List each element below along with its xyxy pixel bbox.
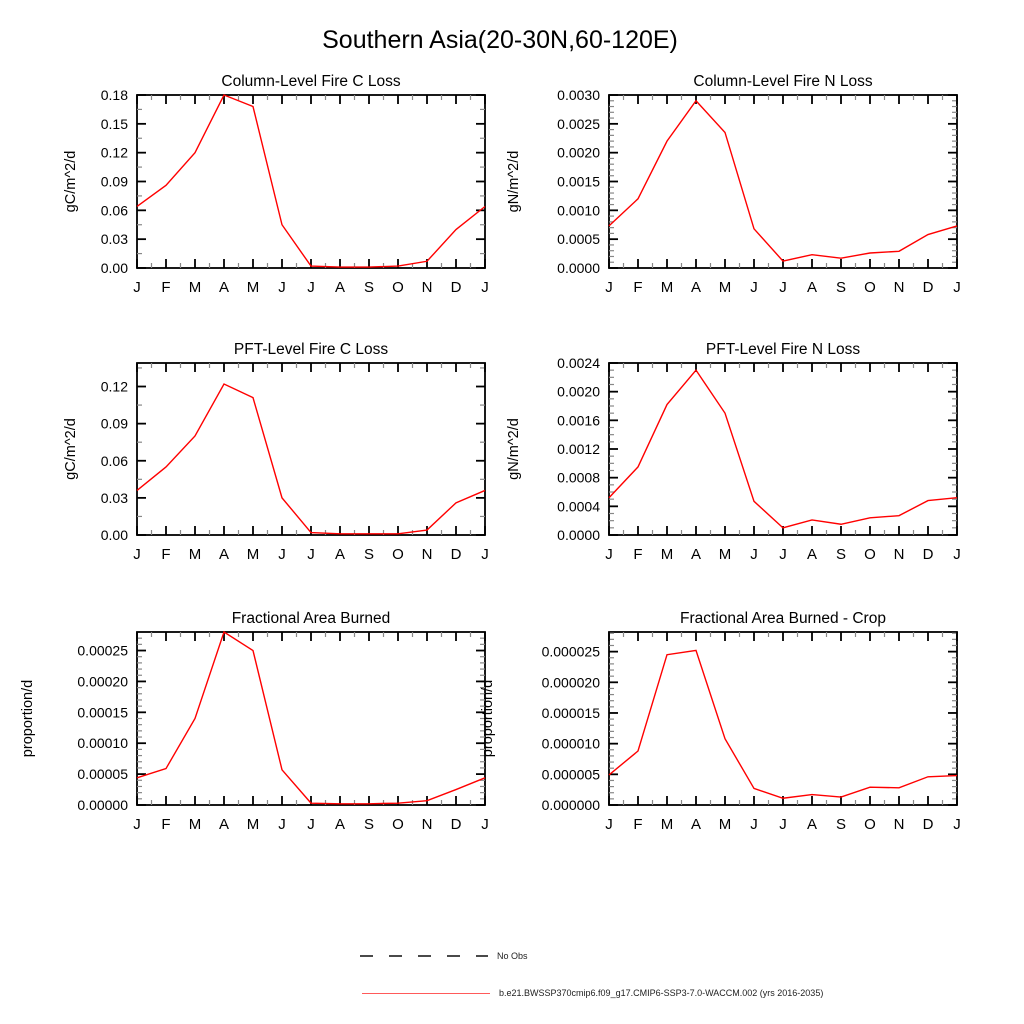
ytick-label: 0.00020 [77,673,128,690]
y-axis-label: gN/m^2/d [506,150,522,213]
xtick-label: J [307,546,315,563]
subplot-title: PFT-Level Fire N Loss [705,341,861,358]
ytick-label: 0.03 [100,489,128,506]
subplot-title: Fractional Area Burned [231,610,391,627]
subplot-title: Column-Level Fire N Loss [693,73,873,90]
y-axis-label: proportion/d [480,679,496,758]
ytick-label: 0.03 [100,231,128,248]
ytick-label: 0.0016 [557,412,600,429]
ytick-label: 0.12 [100,378,128,395]
xtick-label: O [392,816,404,833]
xtick-label: A [218,279,230,296]
xtick-label: J [779,816,787,833]
series-line [609,370,957,528]
xtick-label: M [718,546,732,563]
xtick-label: F [633,546,643,563]
xtick-label: J [750,816,758,833]
xtick-label: J [779,546,787,563]
xtick-label: S [835,816,847,833]
xtick-label: J [605,279,613,296]
xtick-label: D [450,816,462,833]
no-obs-label: No Obs [497,951,528,961]
ytick-label: 0.000000 [541,797,600,813]
subplot-fractional-area-burned-crop [480,610,961,833]
xtick-label: S [363,279,375,296]
xtick-label: J [278,546,286,563]
ytick-label: 0.000005 [541,766,600,783]
subplot-title: PFT-Level Fire C Loss [233,341,389,358]
ytick-label: 0.0000 [557,527,600,543]
xtick-label: A [690,816,702,833]
xtick-label: S [835,279,847,296]
xtick-label: J [481,816,489,833]
ytick-label: 0.0015 [557,173,600,190]
series-line [137,632,485,804]
ytick-label: 0.000025 [541,643,600,660]
xtick-label: F [633,279,643,296]
ytick-label: 0.0010 [557,202,600,219]
xtick-label: S [363,546,375,563]
xtick-label: J [779,279,787,296]
xtick-label: N [893,816,905,833]
no-obs-dashed-line [360,955,488,957]
ytick-label: 0.0020 [557,144,600,161]
ytick-label: 0.00015 [77,704,128,721]
ytick-label: 0.0004 [557,498,600,515]
plot-frame [609,363,957,535]
xtick-label: M [718,816,732,833]
y-axis-label: gC/m^2/d [63,418,79,480]
xtick-label: J [953,816,961,833]
xtick-label: O [864,816,876,833]
ytick-label: 0.000010 [541,735,600,752]
plot-frame [137,363,485,535]
xtick-label: D [922,816,934,833]
ytick-label: 0.12 [100,144,128,161]
xtick-label: D [922,546,934,563]
ytick-label: 0.00010 [77,735,128,752]
xtick-label: O [864,279,876,296]
ytick-label: 0.0008 [557,469,600,486]
xtick-label: O [392,279,404,296]
ytick-label: 0.000015 [541,704,600,721]
xtick-label: N [893,279,905,296]
ytick-label: 0.06 [100,452,128,469]
xtick-label: O [864,546,876,563]
figure-title: Southern Asia(20-30N,60-120E) [322,26,678,54]
xtick-label: J [278,816,286,833]
ytick-label: 0.06 [100,202,128,219]
ytick-label: 0.0005 [557,231,600,248]
ytick-label: 0.0000 [557,260,600,276]
subplot-pft-level-fire-c-loss [63,341,489,563]
model-solid-line [362,993,490,994]
xtick-label: J [307,816,315,833]
xtick-label: A [806,279,818,296]
xtick-label: N [421,279,433,296]
xtick-label: F [633,816,643,833]
xtick-label: F [161,816,171,833]
xtick-label: D [450,279,462,296]
xtick-label: M [188,546,202,563]
xtick-label: A [334,279,346,296]
xtick-label: J [953,546,961,563]
ytick-label: 0.00 [100,527,128,543]
xtick-label: M [660,816,674,833]
xtick-label: J [133,816,141,833]
xtick-label: A [334,816,346,833]
xtick-label: N [421,546,433,563]
xtick-label: M [188,816,202,833]
xtick-label: J [133,279,141,296]
xtick-label: M [660,546,674,563]
ytick-label: 0.0025 [557,115,600,132]
subplot-title: Fractional Area Burned - Crop [680,610,886,627]
xtick-label: D [922,279,934,296]
xtick-label: J [750,546,758,563]
legend-entry-model [362,988,823,998]
model-label: b.e21.BWSSP370cmip6.f09_g17.CMIP6-SSP3-7.0-WACCM.002 (yrs 2016-2035) [499,988,824,998]
xtick-label: J [481,546,489,563]
ytick-label: 0.09 [100,415,128,432]
xtick-label: M [188,279,202,296]
xtick-label: J [750,279,758,296]
ytick-label: 0.00000 [77,797,128,813]
xtick-label: S [835,546,847,563]
subplot-column-level-fire-n-loss [506,73,961,296]
xtick-label: M [246,279,260,296]
xtick-label: A [218,816,230,833]
xtick-label: J [278,279,286,296]
xtick-label: M [246,816,260,833]
plot-frame [609,632,957,805]
ytick-label: 0.0024 [557,355,600,371]
ytick-label: 0.18 [100,87,128,103]
xtick-label: N [893,546,905,563]
xtick-label: F [161,279,171,296]
xtick-label: M [718,279,732,296]
xtick-label: J [605,816,613,833]
y-axis-label: proportion/d [20,679,36,758]
y-axis-label: gC/m^2/d [63,150,79,213]
plot-frame [137,632,485,805]
legend-entry-no-obs [360,951,528,961]
y-axis-label: gN/m^2/d [506,418,522,480]
subplot-title: Column-Level Fire C Loss [221,73,401,90]
xtick-label: J [953,279,961,296]
ytick-label: 0.0020 [557,383,600,400]
xtick-label: D [450,546,462,563]
series-line [137,384,485,534]
xtick-label: A [806,816,818,833]
subplot-pft-level-fire-n-loss [506,341,961,563]
xtick-label: J [307,279,315,296]
xtick-label: F [161,546,171,563]
xtick-label: A [806,546,818,563]
xtick-label: S [363,816,375,833]
ytick-label: 0.000020 [541,674,600,691]
ytick-label: 0.00025 [77,642,128,659]
xtick-label: J [133,546,141,563]
ytick-label: 0.0030 [557,87,600,103]
xtick-label: M [660,279,674,296]
xtick-label: A [334,546,346,563]
series-line [137,95,485,267]
ytick-label: 0.00005 [77,766,128,783]
ytick-label: 0.09 [100,173,128,190]
plot-frame [137,95,485,268]
subplot-fractional-area-burned [20,610,489,833]
xtick-label: A [690,546,702,563]
xtick-label: M [246,546,260,563]
xtick-label: J [605,546,613,563]
xtick-label: N [421,816,433,833]
xtick-label: J [481,279,489,296]
series-line [609,650,957,798]
xtick-label: O [392,546,404,563]
xtick-label: A [690,279,702,296]
plot-frame [609,95,957,268]
ytick-label: 0.0012 [557,441,600,457]
xtick-label: A [218,546,230,563]
subplot-column-level-fire-c-loss [63,73,489,296]
ytick-label: 0.15 [100,115,128,132]
series-line [609,101,957,261]
ytick-label: 0.00 [100,260,128,276]
